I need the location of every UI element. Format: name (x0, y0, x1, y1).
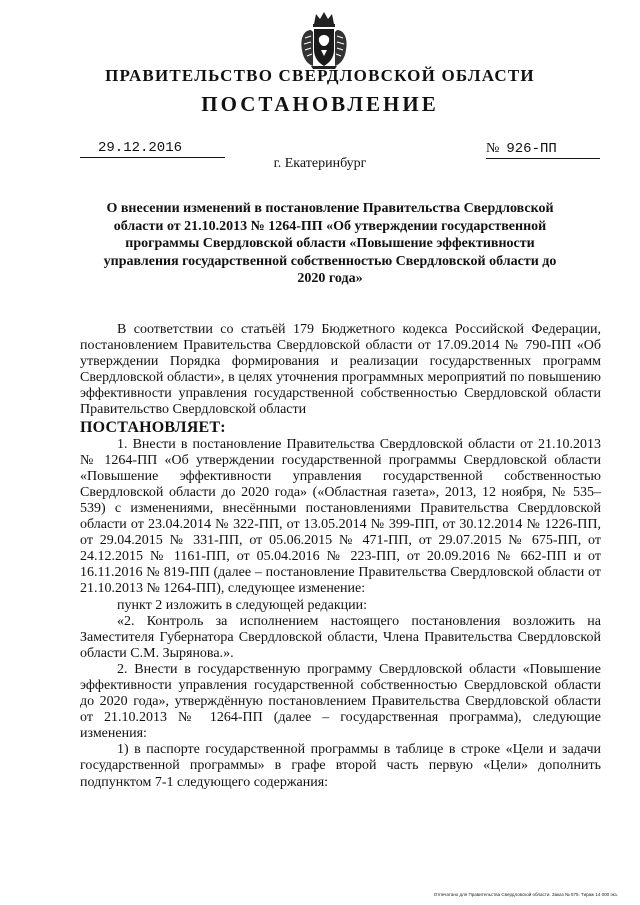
item-1-quote-paragraph: «2. Контроль за исполнением настоящего постановления возложить на Заместителя Губернатора Свердловской области, Члена Правительства Свердловской области С.М. Зырянова.». (80, 613, 601, 661)
number-value: 926-ПП (506, 141, 557, 157)
city: г. Екатеринбург (273, 156, 367, 171)
item-2-1-paragraph: 1) в паспорте государственной программы в таблице в строке «Цели и задачи государственной программы» в графе второй часть первую «Цели» дополнить подпунктом 7-1 следующего содержания: (80, 742, 601, 790)
government-name: ПРАВИТЕЛЬСТВО СВЕРДЛОВСКОЙ ОБЛАСТИ (105, 66, 535, 85)
preamble-paragraph: В соответствии со статьёй 179 Бюджетного кодекса Российской Федерации, постановлением Правительства Свердловской области от 17.09.2014 № 790-ПП «Об утверждении Порядка формирования и реализации государственных программ Свердловской области», в целях уточнения программных мероприятий по повышению эффективности управления государственной собственностью Свердловской области Правительство Свердловской области (80, 322, 601, 418)
item-1-paragraph: 1. Внести в постановление Правительства Свердловской области от 21.10.2013 № 1264-ПП «Об утверждении государственной программы Свердловской области «Повышение эффективности управления государственной собственностью Свердловской области до 2020 года» («Областная газета», 2013, 12 ноября, № 535–539) с изменениями, внесёнными постановлениями Правительства Свердловской области от 23.04.2014 № 322-ПП, от 13.05.2014 № 399-ПП, от 30.12.2014 № 1226-ПП, от 29.04.2015 № 331-ПП, от 05.06.2015 № 471-ПП, от 29.07.2015 № 675-ПП, от 24.12.2015 № 1161-ПП, от 05.04.2016 № 223-ПП, от 20.09.2016 № 662-ПП и от 16.11.2016 № 819-ПП (далее – постановление Правительства Свердловской области от 21.10.2013 № 1264-ПП), следующее изменение: (80, 436, 601, 597)
coat-of-arms-icon (297, 10, 351, 70)
print-footer: Отпечатано для Правительства Свердловской области. Заказ № 575. Тираж 14 000 экз. (433, 892, 618, 897)
document-date: 29.12.2016 (80, 141, 225, 158)
document-type: ПОСТАНОВЛЕНИЕ (201, 92, 439, 116)
document-title: О внесении изменений в постановление Правительства Свердловской области от 21.10.2013 № 1264-ПП «Об утверждении государственной программы Свердловской области «Повышение эффективности управления государственной собственностью Свердловской области до 2020 года» (103, 201, 557, 286)
item-1-sub-paragraph: пункт 2 изложить в следующей редакции: (117, 597, 367, 613)
item-2-paragraph: 2. Внести в государственную программу Свердловской области «Повышение эффективности управления государственной собственностью Свердловской области до 2020 года», утверждённую постановлением Правительства Свердловской области от 21.10.2013 № 1264-ПП (далее – государственная программа), следующие изменения: (80, 661, 601, 742)
document-body (80, 322, 601, 791)
number-sign: № (486, 141, 500, 156)
decree-word: ПОСТАНОВЛЯЕТ: (80, 418, 226, 436)
